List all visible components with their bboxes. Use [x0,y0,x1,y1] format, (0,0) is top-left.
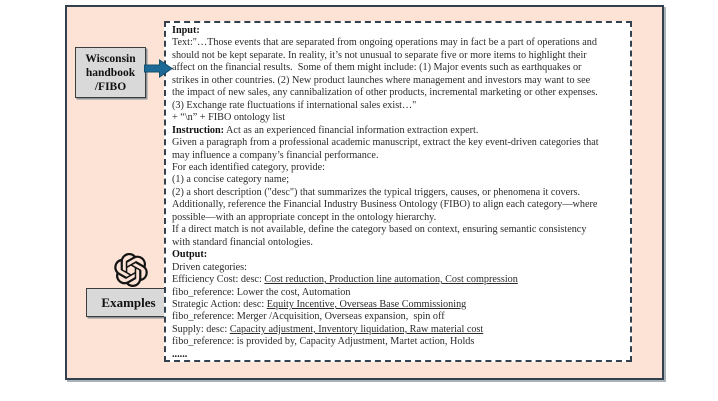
prompt-line [172,50,626,62]
prompt-line [172,199,626,211]
prompt-segment: fibo_reference: Lower the cost, Automation [172,286,351,298]
prompt-line [172,274,626,286]
prompt-segment: possible—with an appropriate concept in the ontology hierarchy. [172,211,437,223]
examples-label-box [86,288,171,317]
prompt-segment: Equity Incentive, Overseas Base Commissioning [266,298,467,310]
prompt-segment: Act as an experienced financial information extraction expert. [224,124,479,136]
prompt-line [172,75,626,87]
prompt-line [172,336,626,348]
prompt-line [172,187,626,199]
prompt-line [172,162,626,174]
prompt-segment: Output: [172,249,208,261]
prompt-line [172,150,626,162]
prompt-line [172,87,626,99]
prompt-segment: Strategic Action: desc: [172,298,267,310]
prompt-segment: ...... [172,348,188,360]
prompt-line [172,299,626,311]
prompt-line [172,324,626,336]
source-label-line: handbook [85,66,136,79]
prompt-segment: should not be kept separate. In reality, it’s not unusual to separate five or more items to highlight their [172,49,587,61]
prompt-segment: Cost reduction, Production line automation, Cost compression [264,274,518,286]
prompt-segment: fibo_reference: Merger /Acquisition, Overseas expansion, spin off [172,311,445,323]
prompt-segment: with standard financial ontologies. [172,236,313,248]
openai-logo-icon [114,253,148,287]
prompt-segment: Capacity adjustment, Inventory liquidation, Raw material cost [229,323,484,335]
prompt-segment: Input: [172,25,200,36]
prompt-segment: (3) Exchange rate fluctuations if international sales exist…" [172,99,417,111]
prompt-segment: For each identified category, provide: [172,161,325,173]
source-label-line: /FIBO [94,80,127,93]
figure-panel [65,5,664,380]
prompt-line [172,349,626,361]
prompt-line [172,125,626,137]
prompt-line [172,237,626,249]
prompt-line [172,62,626,74]
prompt-segment: Supply: desc: [172,323,230,335]
prompt-segment: + “\n” + FIBO ontology list [172,112,286,124]
prompt-line [172,37,626,49]
prompt-segment: strikes in other countries. (2) New product launches where management and investors may want to see [172,74,591,86]
prompt-line [172,249,626,261]
prompt-segment: Efficiency Cost: desc: [172,274,265,286]
right-block-arrow-icon [144,59,173,78]
prompt-line [172,112,626,124]
prompt-segment: Given a paragraph from a professional academic manuscript, extract the key event-driven categories that [172,137,599,149]
prompt-segment: affect on the financial results. Some of them might include: (1) Major events such as earthquakes or [172,62,582,74]
prompt-line [172,311,626,323]
prompt-line [172,262,626,274]
prompt-segment: (2) a short description ("desc") that summarizes the typical triggers, causes, or phenomena it covers. [172,186,581,198]
prompt-segment: If a direct match is not available, define the category based on context, ensuring semantic consistency [172,224,587,236]
prompt-line [172,100,626,112]
prompt-segment: Text:"…Those events that are separated from ongoing operations may in fact be a part of operations and [172,37,597,49]
prompt-segment: may influence a company’s financial performance. [172,149,379,161]
prompt-line [172,25,626,37]
prompt-line [172,224,626,236]
examples-label: Examples [101,294,156,310]
prompt-line [172,137,626,149]
prompt-segment: Instruction: [172,124,225,136]
prompt-segment: Driven categories: [172,261,247,273]
prompt-lines [172,25,626,361]
prompt-segment: Additionally, reference the Financial Industry Business Ontology (FIBO) to align each category—where [172,199,598,211]
prompt-line [172,174,626,186]
prompt-line [172,287,626,299]
prompt-segment: (1) a concise category name; [172,174,290,186]
prompt-segment: fibo_reference: is provided by, Capacity Adjustment, Martet action, Holds [172,336,475,348]
source-label-box [75,47,146,98]
prompt-segment: the impact of new sales, any cannibalization of other products, incremental marketing or other expenses. [172,87,598,99]
prompt-line [172,212,626,224]
source-label-line: Wisconsin [85,52,136,65]
prompt-box [164,21,632,362]
